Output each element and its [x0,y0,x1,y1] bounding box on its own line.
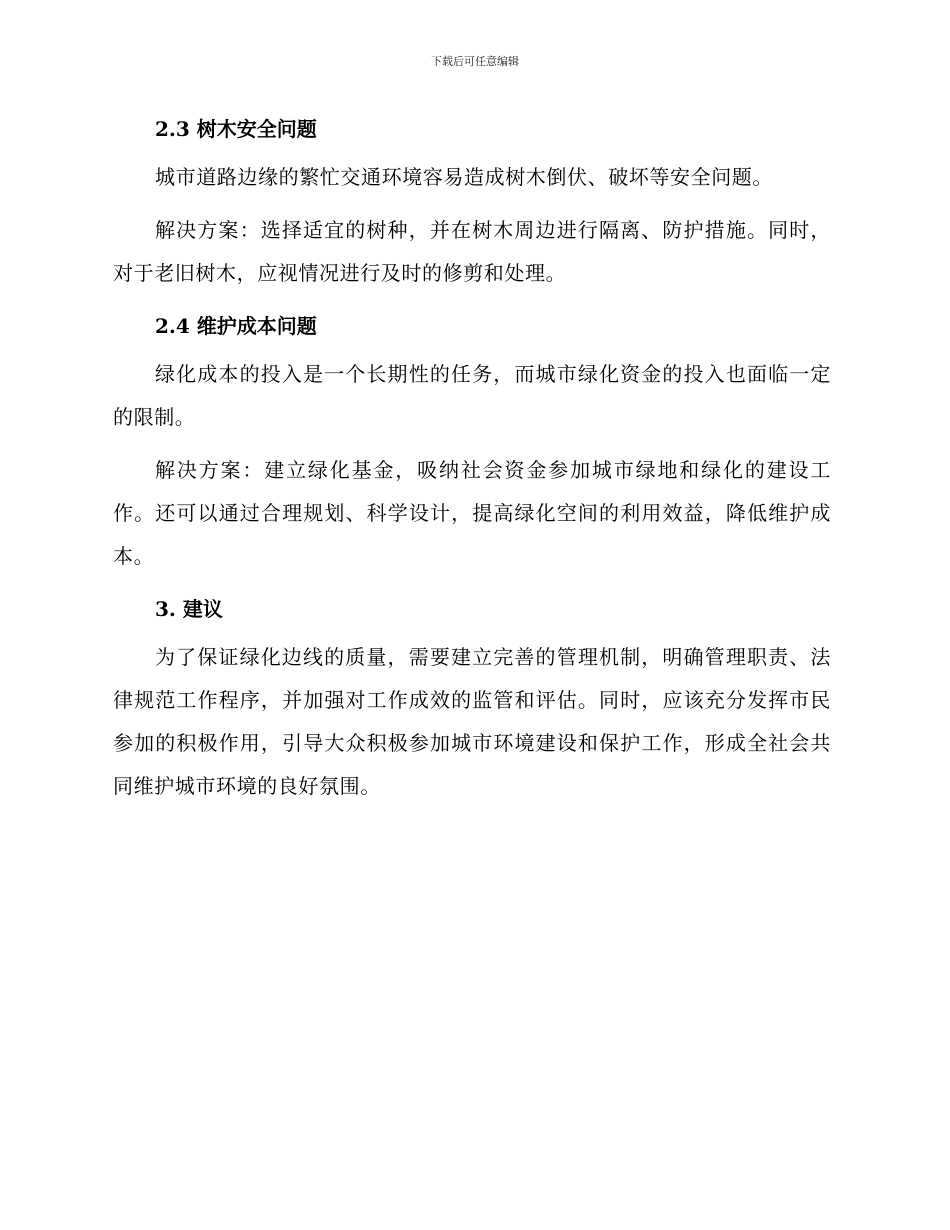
section-maintenance-cost [113,305,831,578]
section-heading: 3. 建议 [155,597,223,621]
paragraph: 绿化成本的投入是一个长期性的任务，而城市绿化资金的投入也面临一定的限制。 [113,362,831,429]
document-body [113,108,831,818]
section-tree-safety [113,108,831,295]
section-heading: 2.3 树木安全问题 [155,117,317,141]
paragraph: 解决方案：建立绿化基金，吸纳社会资金参加城市绿地和绿化的建设工作。还可以通过合理规划、科学设计，提高绿化空间的利用效益，降低维护成本。 [113,458,831,568]
section-heading: 2.4 维护成本问题 [155,314,317,338]
paragraph: 为了保证绿化边线的质量，需要建立完善的管理机制，明确管理职责、法律规范工作程序，并加强对工作成效的监管和评估。同时，应该充分发挥市民参加的积极作用，引导大众积极参加城市环境建设和保护工作，形成全社会共同维护城市环境的良好氛围。 [113,645,831,798]
page-header: 下载后可任意编辑 [431,55,519,68]
paragraph: 城市道路边缘的繁忙交通环境容易造成树木倒伏、破坏等安全问题。 [155,165,773,189]
section-recommendations [113,588,831,808]
paragraph: 解决方案：选择适宜的树种，并在树木周边进行隔离、防护措施。同时，对于老旧树木，应视情况进行及时的修剪和处理。 [113,218,831,285]
